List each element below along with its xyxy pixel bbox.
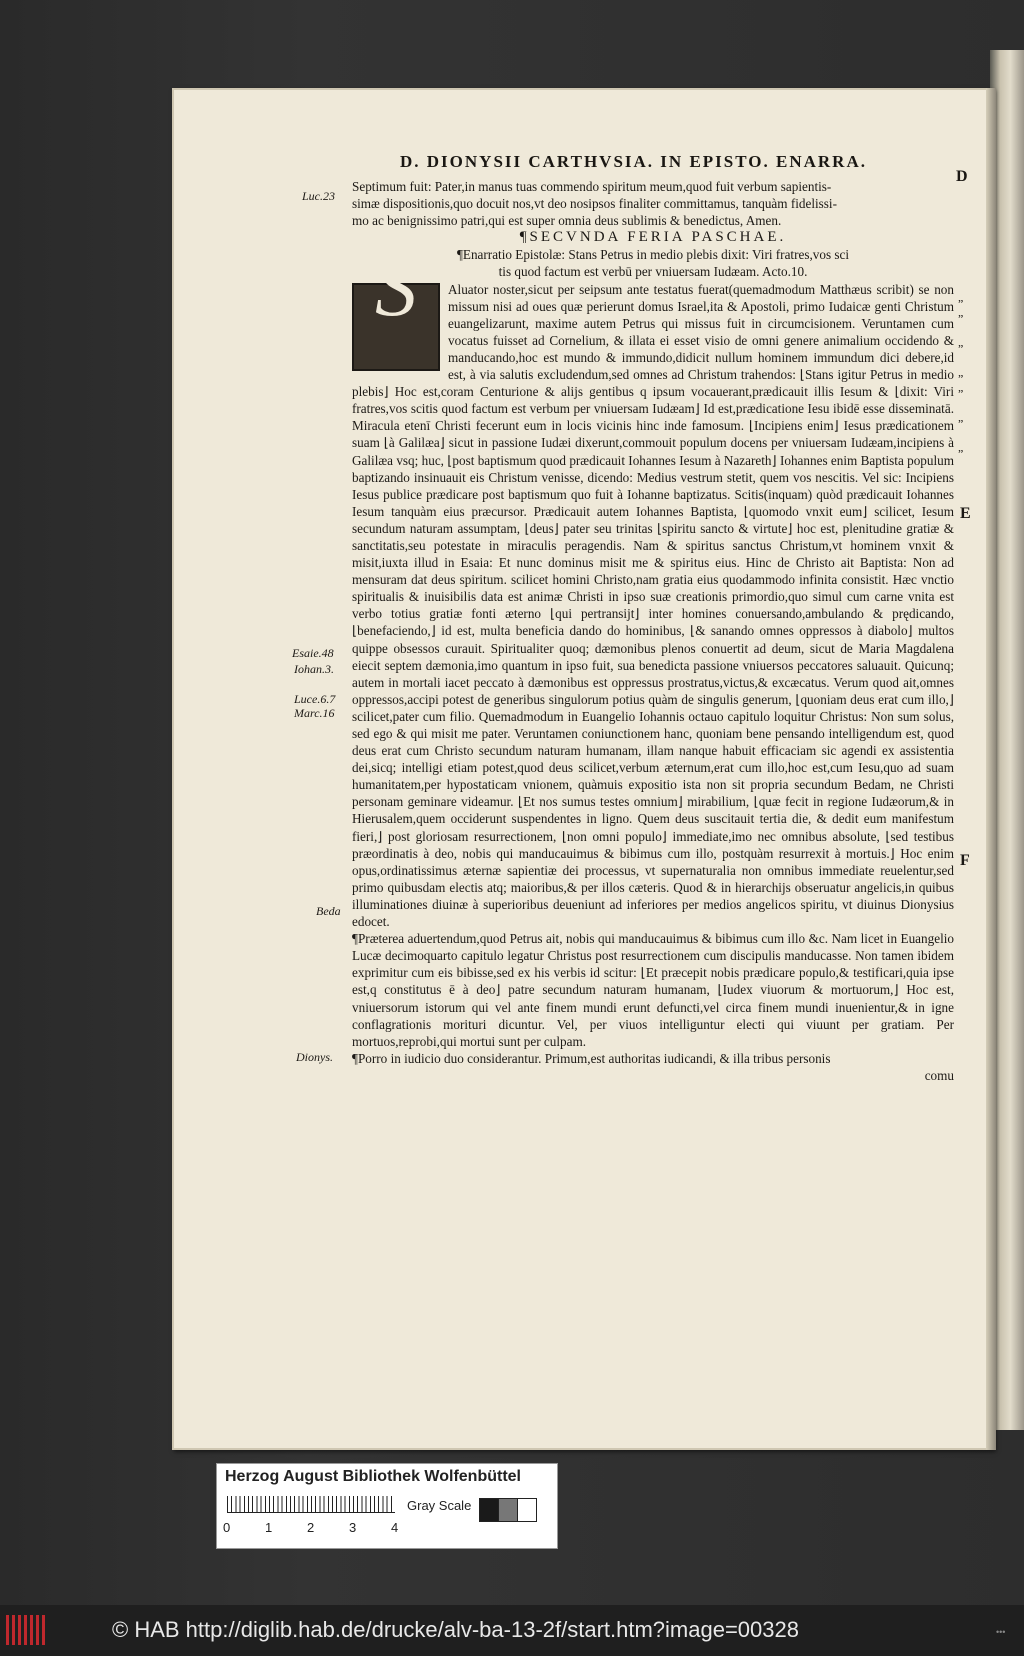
ruler-number: 4 (391, 1520, 399, 1535)
margin-note-esaie: Esaie.48 (292, 646, 334, 660)
gray-swatch-mid (498, 1498, 518, 1522)
section-letter-d: D (956, 168, 968, 185)
margin-note-marc: Marc.16 (294, 706, 335, 720)
gray-swatch-black (479, 1498, 499, 1522)
ruler-number: 2 (307, 1520, 315, 1535)
margin-note-dionys: Dionys. (296, 1050, 333, 1064)
section-title: ¶SECVNDA FERIA PASCHAE. (519, 229, 787, 246)
library-name: Herzog August Bibliothek Wolfenbüttel (225, 1468, 521, 1485)
ruler-number: 3 (349, 1520, 357, 1535)
hab-logo-icon (6, 1615, 46, 1645)
ruler-number: 1 (265, 1520, 273, 1535)
catchword: comu (924, 1067, 954, 1083)
margin-note-iohan: Iohan.3. (294, 662, 334, 676)
paragraph: ¶Præterea aduertendum,quod Petrus ait, nobis qui manducauimus & bibimus cum illo &c. Nam licet in Euangelio Lucæ decimoquarto capitulo legatur Christus post resurrectionem cum discipulis manducasse. Non tamen ibidem exprimitur cum eis bibisse,sed ex his verbis id scitur: ⌊Et præcepit nobis prædicare populo,& testificari,quia ipse est,q constitutus ē à deo⌋ patre secundum naturam humanam, ⌊Iudex viuorum & mortuorum,⌋ Hoc est, vniuersorum istorum qui vel ante finem mundi erunt defuncti,vel circa finem mundi inuenientur,& in igne conflagrationis morituri dicuntur. Vel, per viuos intelliguntur electi qui viuunt per gratiam. Per mortuos,reprobi,qui mortui sunt per culpam. (352, 931, 954, 1049)
page-text (352, 178, 954, 1084)
decorated-initial (352, 240, 440, 371)
page-gutter (986, 88, 996, 1450)
intro-line-2: simæ dispositionis,quo docuit nos,vt deo nosipsos finaliter committamus, tanquàm fidelissi- (352, 196, 837, 212)
intro-line-1: Septimum fuit: Pater,in manus tuas commendo spiritum meum,quod fuit verbum sapientis- (352, 179, 832, 194)
rubric-line-2: tis quod factum est verbū per vniuersam Iudæam. Acto.10. (498, 264, 808, 280)
quote-marks: „ „ „ „ „ „ „ (958, 290, 964, 454)
running-head: D. DIONYSII CARTHVSIA. IN EPISTO. ENARRA. (400, 152, 867, 171)
footer-dots-icon: ••• (996, 1627, 1006, 1637)
section-letter-e: E (960, 505, 971, 522)
gray-scale-label: Gray Scale (407, 1498, 472, 1513)
margin-note-luc: Luc.23 (302, 189, 335, 203)
margin-note-luce: Luce.6.7 (294, 692, 336, 706)
ruler-number: 0 (223, 1520, 231, 1535)
section-letter-f: F (960, 852, 970, 869)
intro-line-3: mo ac benignissimo patri,qui est super omnia deus sublimis & benedictus, Amen. (352, 213, 782, 229)
paragraph: ¶Porro in iudicio duo considerantur. Primum,est authoritas iudicandi, & illa tribus personis (352, 1050, 831, 1066)
gray-swatch-white (517, 1498, 537, 1522)
initial-letter: S (375, 240, 417, 334)
margin-note-beda: Beda (316, 904, 341, 918)
rubric-line-1: ¶Enarratio Epistolæ: Stans Petrus in medio plebis dixit: Viri fratres,vos sci (456, 247, 850, 263)
paragraph: Aluator noster,sicut per seipsum ante testatus fuerat(quemadmodum Matthæus scribit) se non missum nisi ad oues quæ perierunt domus Israel,ita & Apostoli, primo Iudaicæ genti Christum euangelizarunt, maxime autem Petrus qui missus fuit in circumcisionem. Veruntamen cum vocatus fuisset ad Cornelium, & illata ei esset visio de omni genere animalium occidendo & manducando,hoc est mundo & immundo,didicit nullum hominem immundum dici debere,id est, à via salutis excludendum,sed omnes ad Christum trahendos: ⌊Stans igitur Petrus in medio plebis⌋ Hoc est,coram Centurione & alijs gentibus q ipsum vocauerant,prædicauit illis Iesum & ⌊dixit: Viri fratres,vos scitis quod factum est verbum per vniuersam Iudæam⌋ Id est,prædicatione Iesu ibidē esse disseminatā. Miracula etenī Christi fecerunt eum in locis vicinis hinc inde famosum. ⌊Incipiens enim⌋ Iesus prædicationem suam ⌊à Galilæa⌋ sicut in passione Iudæi dixerunt,commouit populum docens per vniuersam Iudæam,incipiens à Galilæa vsq; huc, ⌊post baptismum quod prædicauit Iohannes Iesum à Nazareth⌋ Iohannes enim Baptista populum baptizando insinuauit eis Christum venisse, dicendo: Medius vestrum stetit, quem vos nescitis. Vel sic: Incipiens Iesus publice prædicare post baptismum quo fuit à Iohanne baptizatus. Scitis(inquam) quòd prædicauit Iohannes Iesum tanquàm eius præcursor. Prædicauit autem Iohannes Baptista, ⌊quomodo vnxit eum⌋ scilicet, Iesum secundum naturam assumptam, ⌊deus⌋ pater seu trinitas ⌊spiritu sancto & virtute⌋ hoc est, plenitudine gratiæ & sanctitatis,seu potestate in miraculis peragendis. Nam & spiritus sanctus Christum,vt hominem vnxit & misit,iuxta illud in Esaia: Et nunc dominus misit me & spiritus eius. Hinc de Christo ait Baptista: Non ad mensuram dat deus spiritum. scilicet homini Christo,nam gratia eius quodammodo infinita consistit. Hæc vnctio spiritualis & inuisibilis data est animæ Christi in ipso suæ creationis primordio,quo simul cum carne vnita est verbo totius gratiæ fonti æterno ⌊qui pertransijt⌋ inter homines conuersando,ambulando & prędicando, ⌊benefaciendo,⌋ id est, multa beneficia dando do hominibus, ⌊& sanando omnes oppressos à diabolo⌋ multos quippe obsessos curauit. Spiritualiter quoq; dæmonibus plenos conuertit ad deum, sicut de Maria Magdalena eiecit septem dæmonia,imo quantum in ipso fuit, sua benedicta passione vniuersos peccatores saluauit. Quicunq; autem in mortali iacet peccato à dæmonibus est oppressus prostratus,victus,& excæcatus. Verum quod ait,omnes oppressos,accipi potest de generibus singulorum potius quàm de singulis generum, ⌊quoniam deus erat cum illo,⌋ scilicet,pater cum filio. Quemadmodum in Euangelio Iohannis octauo capitulo loquitur Christus: Non sum solus, sed ego & qui misit me pater. Veruntamen coniunctionem hanc, quoniam bene pensando intelligendum est, quod deus erat cum Christo secundum naturam humanam, illam nanque habuit efficaciam sic agendi ex assistentia dei,sicq; intelligi etiam potest,quod deus scilicet,verbum æternum,erat cum illo,hoc est,cum Iesu,quo ad suam humanitatem,per hypostaticam vnionem, quàmuis expositio ista non sit propria secundum Bedam, ne Christi personam geminare videamur. ⌊Et nos sumus testes omnium⌋ mirabilium, ⌊quæ fecit in regione Iudæorum,& in Hierusalem,quem occiderunt suspendentes in ligno. Quem deus suscitauit tertia die, & dedit eum manifestum fieri,⌋ post gloriosam resurrectionem, ⌊non omni populo⌋ immediate,imo nec omnibus absolute, ⌊sed testibus præordinatis à deo, nobis qui manducauimus & bibimus cum illo, postquàm resurrexit à mortuis.⌋ Hoc enim opus,ordinatissimus æternæ sapientiæ dei processus, vt supernaturalia non omnibus immediate reuelentur,sed primo quibusdam electis atq; maioribus,& per illos cæteris. Quod & in hierarchijs obseruatur angelicis,in quibus illuminationes diuinæ à superioribus deueniunt ad inferiores per medios angelicos spiritu, vt diuinus Dionysius edocet. (352, 281, 954, 930)
footer-bar (0, 1605, 1024, 1656)
color-calibration-bar (216, 1463, 558, 1549)
ruler (227, 1496, 395, 1513)
footer-url: © HAB http://diglib.hab.de/drucke/alv-ba-13-2f/start.htm?image=00328 (112, 1617, 799, 1642)
